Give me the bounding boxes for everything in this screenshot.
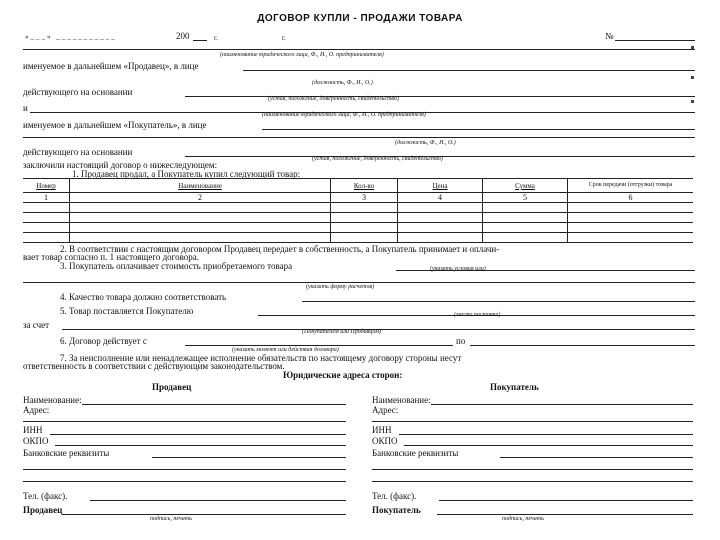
column-header: Сумма bbox=[515, 182, 535, 190]
clause-4: 4. Качество товара должно соответствовать bbox=[60, 292, 227, 302]
buyer-address-field[interactable] bbox=[372, 421, 693, 422]
table-row[interactable] bbox=[23, 203, 693, 213]
table-row[interactable] bbox=[23, 213, 693, 223]
seller-heading: Продавец bbox=[152, 382, 192, 392]
buyer-okpo-field[interactable] bbox=[404, 445, 693, 446]
buyer-bank-label: Банковские реквизиты bbox=[372, 448, 459, 458]
buyer-address-label: Адрес: bbox=[372, 405, 399, 415]
column-header: Кол-во bbox=[353, 182, 375, 190]
caption-buyer-name: (наименование юридического лица, Ф., И., О. предпринимателя) bbox=[262, 112, 426, 118]
seller-okpo-field[interactable] bbox=[55, 445, 346, 446]
caption-validity: (указать момент или действия договора) bbox=[232, 347, 339, 353]
buyer-inn-field[interactable] bbox=[399, 434, 693, 435]
clause-2b: вает товар согласно п. 1 настоящего договора. bbox=[23, 252, 200, 262]
addresses-heading: Юридические адреса сторон: bbox=[283, 370, 403, 380]
column-header: Номер bbox=[36, 182, 56, 190]
buyer-bank-field[interactable] bbox=[500, 457, 693, 458]
quality-field[interactable] bbox=[302, 301, 695, 302]
margin-mark bbox=[691, 100, 694, 103]
buyer-phone-field[interactable] bbox=[439, 500, 693, 501]
caption-delivery-place: (место поставки) bbox=[454, 312, 501, 318]
column-number: 2 bbox=[70, 193, 331, 203]
clause-6: 6. Договор действует с bbox=[60, 336, 147, 346]
column-number: 6 bbox=[568, 193, 694, 203]
valid-to-label: по bbox=[456, 336, 466, 346]
caption-buyer-signature: подпись, печать bbox=[502, 516, 544, 522]
clause-2a: 2. В соответствии с настоящим договором Продавец передает в собственность, а Покупатель принимает и оплачи- bbox=[60, 244, 500, 254]
valid-from-field[interactable] bbox=[185, 345, 453, 346]
year-suffix: г. bbox=[214, 34, 218, 42]
contract-number-label: № bbox=[605, 31, 614, 41]
caption-position-2: (должность, Ф., И., О.) bbox=[395, 140, 456, 146]
seller-sign-label: Продавец bbox=[23, 505, 63, 515]
caption-charter-2: (устав, положение, доверенность, свидетельство) bbox=[312, 156, 443, 162]
table-number-row bbox=[23, 193, 693, 203]
seller-company-field[interactable] bbox=[82, 404, 346, 405]
buyer-okpo-label: ОКПО bbox=[372, 436, 398, 446]
seller-okpo-label: ОКПО bbox=[23, 436, 49, 446]
buyer-sign-label: Покупатель bbox=[372, 505, 421, 515]
clause-1: 1. Продавец продал, а Покупатель купил следующий товар: bbox=[72, 169, 301, 179]
seller-phone-field[interactable] bbox=[90, 500, 346, 501]
column-header: Наименование bbox=[178, 182, 222, 190]
column-header: Цена bbox=[432, 182, 448, 190]
seller-inn-label: ИНН bbox=[23, 425, 43, 435]
buyer-phone-label: Тел. (факс). bbox=[372, 491, 417, 501]
clause-5: 5. Товар поставляется Покупателю bbox=[60, 306, 194, 316]
clause-3: 3. Покупатель оплачивает стоимость приобретаемого товара bbox=[60, 261, 293, 271]
buyer-name-label: Наименование: bbox=[372, 395, 431, 405]
goods-table bbox=[23, 178, 693, 243]
margin-mark bbox=[691, 46, 694, 49]
date-field[interactable]: «___» ___________ bbox=[25, 33, 117, 41]
seller-signature-field[interactable] bbox=[62, 514, 346, 515]
caption-charter-1: (устав, положение, доверенность, свидетельство) bbox=[268, 96, 399, 102]
seller-person-field[interactable] bbox=[243, 70, 695, 71]
caption-seller-name: (наименование юридического лица, Ф., И., О. предпринимателя) bbox=[220, 52, 384, 58]
margin-mark bbox=[691, 76, 694, 79]
seller-bank-field[interactable] bbox=[152, 457, 346, 458]
seller-phone-label: Тел. (факс). bbox=[23, 491, 68, 501]
seller-name-label: Наименование: bbox=[23, 395, 82, 405]
column-number: 4 bbox=[398, 193, 483, 203]
column-number: 1 bbox=[23, 193, 70, 203]
caption-position-1: (должность, Ф., И., О.) bbox=[312, 80, 373, 86]
table-row[interactable] bbox=[23, 223, 693, 233]
caption-payment-form: (указать форму расчетов) bbox=[306, 284, 375, 290]
acting-line-1: действующего на основании bbox=[23, 87, 133, 97]
column-number: 3 bbox=[331, 193, 398, 203]
caption-seller-signature: подпись, печать bbox=[150, 516, 192, 522]
seller-address-field[interactable] bbox=[23, 421, 346, 422]
caption-receiver: (Покупателем или Продавцом) bbox=[302, 329, 381, 335]
acting-line-2: действующего на основании bbox=[23, 147, 133, 157]
caption-price-terms: (указать условия или) bbox=[430, 266, 486, 272]
valid-to-field[interactable] bbox=[470, 345, 695, 346]
column-number: 5 bbox=[483, 193, 568, 203]
seller-address-label: Адрес: bbox=[23, 405, 50, 415]
table-header-row bbox=[23, 179, 693, 193]
buyer-line: именуемое в дальнейшем «Покупатель», в лице bbox=[23, 120, 207, 130]
clause-7b: ответственность в соответствии с действующим законодательством. bbox=[23, 361, 285, 371]
seller-basis-field[interactable] bbox=[185, 96, 695, 97]
year-prefix: 200 bbox=[176, 31, 190, 41]
buyer-heading: Покупатель bbox=[490, 382, 539, 392]
buyer-signature-field[interactable] bbox=[437, 514, 693, 515]
buyer-inn-label: ИНН bbox=[372, 425, 392, 435]
seller-bank-label: Банковские реквизиты bbox=[23, 448, 110, 458]
contract-page: ДОГОВОР КУПЛИ - ПРОДАЖИ ТОВАРА «___» ___________ 200 г. г. № (наименование юридического лица, Ф., И., О. предпринимателя) именуемое в дальнейшем «Продавец», в лице (должность, Ф., И., О.) действующего на основании (устав, положение, доверенность, свидетельство) и (наименование юридического лица, Ф., И., О. предпринимателя) именуемое в дальнейшем «Покупатель», в лице (должность, Ф., И., О.) действующего на основании (устав, положение, доверенность, свидетельство) заключили настоящий договор о нижеследующем: 1. Продавец продал, а Покупатель купил следующий товар: Номер Наименование Кол-во Цена Сумма Срок передачи (отгрузки) товара 1 2 3 4 5 6 2. В соответствии с настоящим договором Продавец передает в собственность, а Покупатель принимает и оплачи- вает товар согласно п. 1 настоящего договора. 3. Покупатель оплачивает стоимость приобретаемого товара (указать условия или) (указать форму расчетов) 4. Качество товара должно соответствовать 5. Товар поставляется Покупателю (место поставки) за счет (Покупателем или Продавцом) 6. Договор действует с по (указать момент или действия договора) 7. За неисполнение или ненадлежащее исполнение обязательств по настоящему договору стороны несут ответственность в соответствии с действующим законодательством. Юридические адреса сторон: Продавец Наименование: Адрес: ИНН ОКПО Банковские реквизиты Тел. (факс). Продавец подпись, печать Покупатель Наименование: Адрес: ИНН ОКПО Банковские реквизиты Тел. (факс). Покупатель подпись, печать bbox=[0, 0, 720, 540]
page-title: ДОГОВОР КУПЛИ - ПРОДАЖИ ТОВАРА bbox=[257, 13, 463, 24]
buyer-person-field[interactable] bbox=[262, 129, 695, 130]
clause-7a: 7. За неисполнение или ненадлежащее исполнение обязательств по настоящему договору стороны несут bbox=[60, 353, 462, 363]
buyer-company-field[interactable] bbox=[431, 404, 693, 405]
seller-inn-field[interactable] bbox=[50, 434, 346, 435]
city-suffix: г. bbox=[282, 34, 286, 42]
cash-label: за счет bbox=[23, 320, 50, 330]
column-header: Срок передачи (отгрузки) товара bbox=[588, 182, 673, 188]
concluded-line: заключили настоящий договор о нижеследующем: bbox=[23, 160, 218, 170]
contract-number-field[interactable] bbox=[615, 40, 695, 41]
seller-line: именуемое в дальнейшем «Продавец», в лице bbox=[23, 61, 199, 71]
table-row[interactable] bbox=[23, 233, 693, 243]
seller-name-field[interactable] bbox=[23, 49, 695, 50]
